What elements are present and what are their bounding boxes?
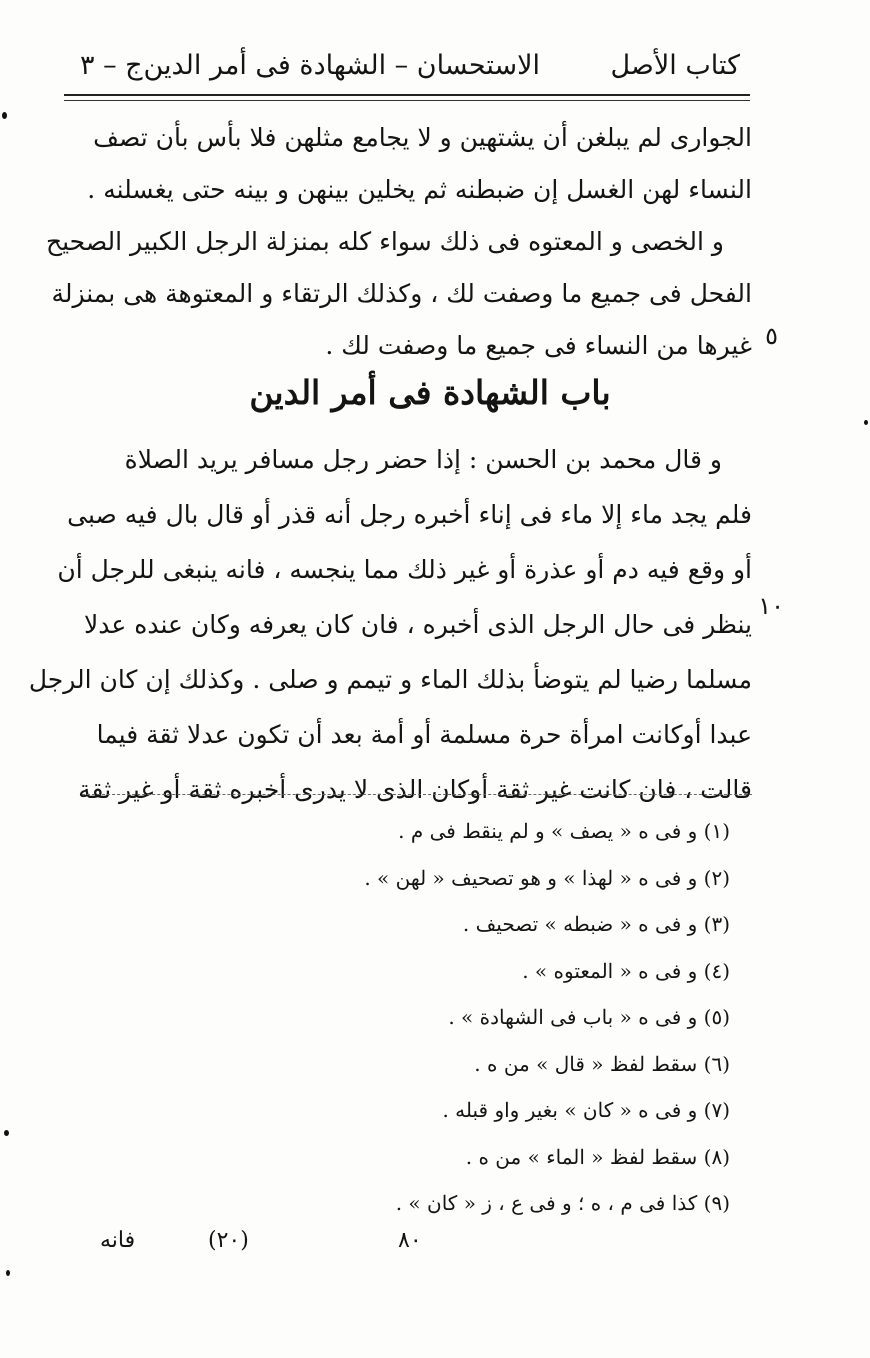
signature-mark: (٢٠) [208,1228,249,1253]
text-line: و الخصى و المعتوه فى ذلك سواء كله بمنزلة الرجل الكبير الصحيح [46,227,724,256]
scan-speck [6,1270,10,1276]
header-rule-thin [64,100,750,101]
scan-speck [4,1130,9,1136]
book-title: كتاب الأصل [610,50,740,81]
line-number-10: ١٠ [758,592,784,620]
footnote: (٤) و فى ه « المعتوه » . [522,958,730,983]
footnote: (٩) كذا فى م ، ه ؛ و فى ع ، ز « كان » . [395,1191,730,1215]
text-line: الفحل فى جميع ما وصفت لك ، وكذلك الرتقاء و المعتوهة هى بمنزلة [51,279,752,308]
page-footer [80,1228,740,1268]
text-line: ينظر فى حال الرجل الذى أخبره ، فان كان يعرفه وكان عنده عدلا [84,610,752,639]
footnote: (٥) و فى ه « باب فى الشهادة » . [448,1005,730,1029]
text-line: غيرها من النساء فى جميع ما وصفت لك . [325,331,752,360]
line-number-5: ٥ [765,322,778,350]
paragraph-1 [82,112,752,216]
text-line: مسلما رضيا لم يتوضأ بذلك الماء و تيمم و صلى . وكذلك إن كان الرجل [28,665,752,694]
text-line: و قال محمد بن الحسن : إذا حضر رجل مسافر يريد الصلاة [124,445,722,474]
paragraph-2 [46,216,752,372]
catchword: فانه [100,1228,136,1253]
volume-label: ج – ٣ [80,50,143,81]
footnote: (٣) و فى ه « ضبطه » تصحيف . [462,912,730,936]
page-number: ٨٠ [398,1228,422,1253]
text-line: عبدا أوكانت امرأة حرة مسلمة أو أمة بعد أن تكون عدلا ثقة فيما [96,720,752,749]
body-text-upper [46,112,752,372]
footnote: (١) و فى ه « يصف » و لم ينقط فى م . [398,819,730,843]
header-rule-thick [64,94,750,96]
text-line: الجوارى لم يبلغن أن يشتهين و لا يجامع مثلهن فلا بأس بأن تصف [93,123,752,152]
text-line: قالت ، فان كانت غير ثقة أوكان الذى لا يدرى أخبره ثقة أو غير ثقة [78,775,752,804]
text-line: فلم يجد ماء إلا ماء فى إناء أخبره رجل أنه قذر أو قال بال فيه صبى [67,500,752,529]
footnote: (٦) سقط لفظ « قال » من ه . [474,1051,730,1076]
text-line: النساء لهن الغسل إن ضبطنه ثم يخلين بينهن و بينه حتى يغسلنه . [87,175,752,204]
scan-speck [864,420,868,425]
chapter-title: الاستحسان – الشهادة فى أمر الدين [143,50,540,81]
footnote: (٨) سقط لفظ « الماء » من ه . [465,1144,730,1169]
section-title: باب الشهادة فى أمر الدين [249,373,611,412]
scan-speck [2,112,7,119]
footnote: (٧) و فى ه « كان » بغير واو قبله . [442,1098,730,1122]
text-line: أو وقع فيه دم أو عذرة أو غير ذلك مما ينجسه ، فانه ينبغى للرجل أن [57,555,752,584]
body-text-lower [28,432,752,817]
running-header [70,46,740,94]
footnotes [280,808,730,1227]
footnote-separator [82,794,752,795]
footnote: (٢) و فى ه « لهذا » و هو تصحيف « لهن » . [364,865,730,890]
